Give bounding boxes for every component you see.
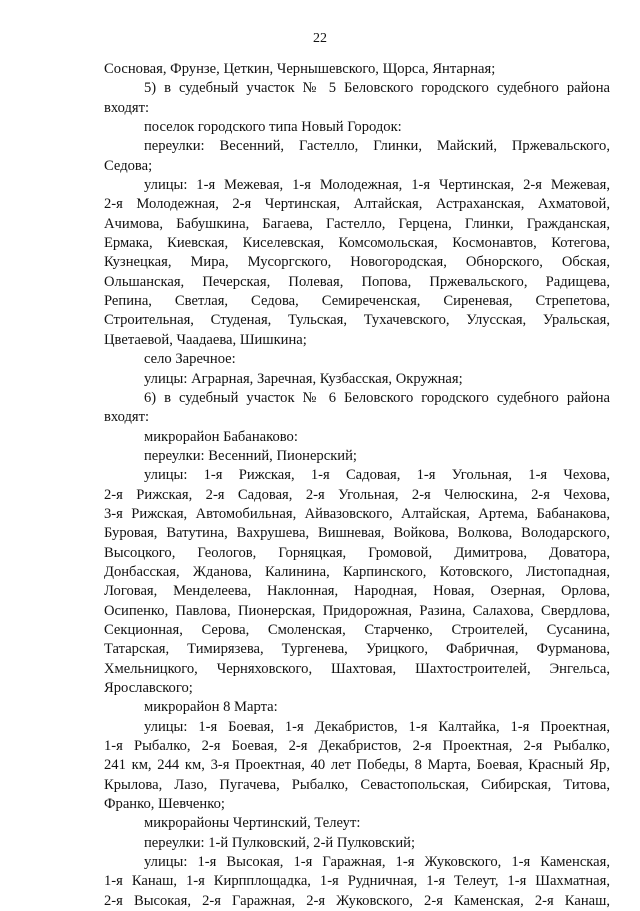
text-line: 2-я Рижская, 2-я Садовая, 2-я Угольная, 2-я Челюскина, 2-я Чехова, xyxy=(104,486,610,503)
text-line: Ярославского; xyxy=(104,680,193,696)
text-line: Кузнецкая, Мира, Мусоргского, Новогородская, Обнорского, Обская, xyxy=(104,254,610,271)
text-line: Строительная, Студеная, Тульская, Тухачевского, Улусская, Уральская, xyxy=(104,312,610,329)
text-line: 1-я Канаш, 1-я Кирпплощадка, 1-я Рудничная, 1-я Телеут, 1-я Шахматная, xyxy=(104,873,610,890)
text-line: Сосновая, Фрунзе, Цеткин, Чернышевского, Щорса, Янтарная; xyxy=(104,61,496,77)
text-line: переулки: 1-й Пулковский, 2-й Пулковский; xyxy=(144,834,416,851)
text-line: Ермака, Киевская, Киселевская, Комсомольская, Космонавтов, Котегова, xyxy=(104,235,610,252)
page-number: 22 xyxy=(313,31,327,46)
text-line: 3-я Рижская, Автомобильная, Айвазовского, Алтайская, Артема, Бабанакова, xyxy=(104,505,610,522)
text-line: переулки: Весенний, Гастелло, Глинки, Майский, Пржевальского, xyxy=(144,138,610,155)
text-line: Логовая, Менделеева, Наклонная, Народная, Новая, Озерная, Орлова, xyxy=(104,583,610,600)
text-line: Осипенко, Павлова, Пионерская, Придорожная, Разина, Салахова, Свердлова, xyxy=(104,602,610,619)
text-line: улицы: 1-я Рижская, 1-я Садовая, 1-я Угольная, 1-я Чехова, xyxy=(144,467,610,484)
text-line: улицы: 1-я Межевая, 1-я Молодежная, 1-я Чертинская, 2-я Межевая, xyxy=(144,177,610,194)
text-line: 2-я Молодежная, 2-я Чертинская, Алтайская, Астраханская, Ахматовой, xyxy=(104,196,610,213)
text-line: Донбасская, Жданова, Калинина, Карпинского, Котовского, Листопадная, xyxy=(104,563,610,580)
text-line: Седова; xyxy=(104,157,153,174)
text-line: 1-я Рыбалко, 2-я Боевая, 2-я Декабристов, 2-я Проектная, 2-я Рыбалко, xyxy=(104,738,610,755)
text-line: Хмельницкого, Черняховского, Шахтовая, Шахтостроителей, Энгельса, xyxy=(104,660,610,677)
document-body xyxy=(104,60,610,911)
text-line: Франко, Шевченко; xyxy=(104,796,225,813)
text-line: Секционная, Серова, Смоленская, Старченко, Строителей, Сусанина, xyxy=(104,621,610,638)
text-line: Репина, Светлая, Седова, Семиреченская, Сиреневая, Стрепетова, xyxy=(104,293,610,310)
text-line: 6) в судебный участок № 6 Беловского городского судебного района xyxy=(144,389,610,406)
text-line: Высоцкого, Геологов, Горняцкая, Громовой, Димитрова, Доватора, xyxy=(104,544,610,561)
text-line: улицы: 1-я Боевая, 1-я Декабристов, 1-я Калтайка, 1-я Проектная, xyxy=(144,718,610,735)
text-line: 5) в судебный участок № 5 Беловского городского судебного района xyxy=(144,80,610,97)
text-line: Цветаевой, Чаадаева, Шишкина; xyxy=(104,331,307,348)
text-line: Буровая, Ватутина, Вахрушева, Вишневая, Войкова, Волкова, Володарского, xyxy=(104,525,610,542)
text-line: Крылова, Лазо, Пугачева, Рыбалко, Севастопольская, Сибирская, Титова, xyxy=(104,776,610,793)
text-line: микрорайоны Чертинский, Телеут: xyxy=(144,815,361,832)
text-line: 2-я Высокая, 2-я Гаражная, 2-я Жуковского, 2-я Каменская, 2-я Канаш, xyxy=(104,892,610,909)
text-line: микрорайон Бабанаково: xyxy=(144,428,298,445)
text-line: переулки: Весенний, Пионерский; xyxy=(144,447,357,464)
text-line: село Заречное: xyxy=(144,351,236,368)
text-line: Ачимова, Бабушкина, Багаева, Гастелло, Герцена, Глинки, Гражданская, xyxy=(104,215,610,232)
text-line: Ольшанская, Печерская, Полевая, Попова, Пржевальского, Радищева, xyxy=(104,273,610,290)
text-line: 241 км, 244 км, 3-я Проектная, 40 лет Победы, 8 Марта, Боевая, Красный Яр, xyxy=(104,757,610,774)
text-line: улицы: 1-я Высокая, 1-я Гаражная, 1-я Жуковского, 1-я Каменская, xyxy=(144,854,610,871)
text-line: улицы: Аграрная, Заречная, Кузбасская, Окружная; xyxy=(144,370,463,387)
text-line: входят: xyxy=(104,99,150,116)
text-line: микрорайон 8 Марта: xyxy=(144,699,278,716)
text-line: поселок городского типа Новый Городок: xyxy=(144,119,402,136)
text-line: входят: xyxy=(104,409,150,426)
text-line: Татарская, Тимирязева, Тургенева, Урицкого, Фабричная, Фурманова, xyxy=(104,641,610,658)
